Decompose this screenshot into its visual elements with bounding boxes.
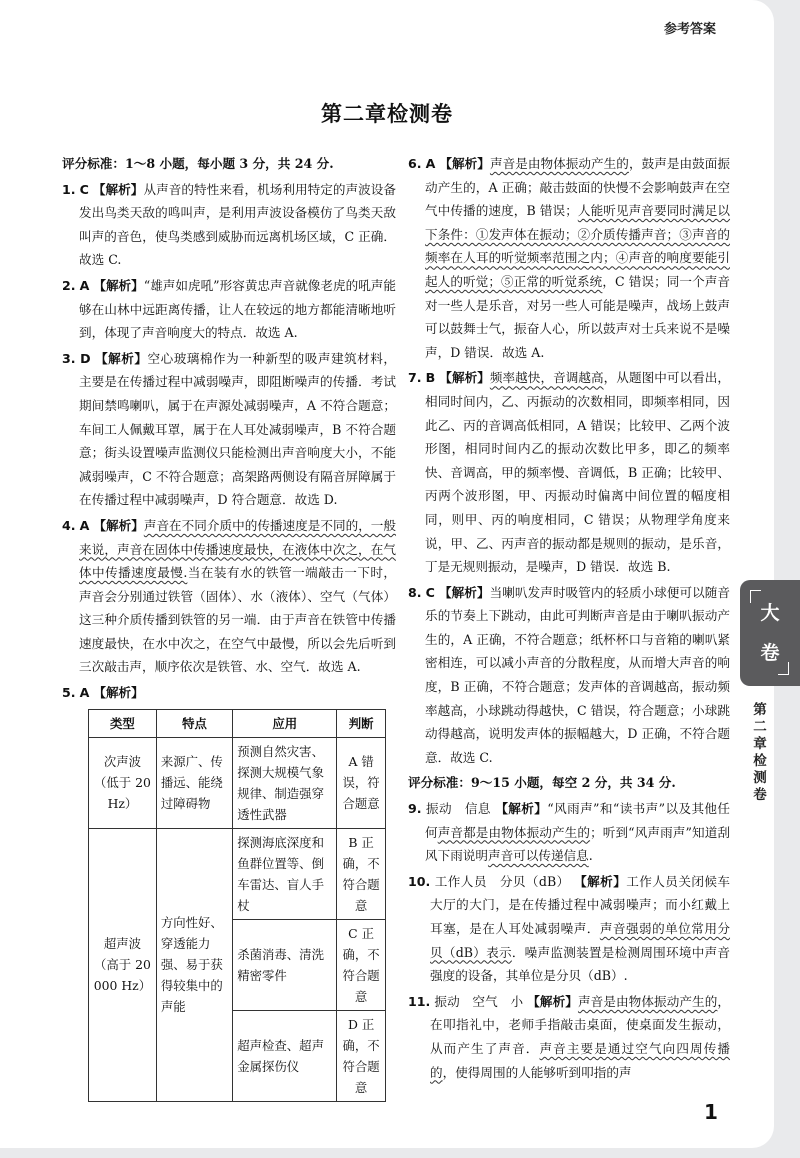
question-number: 6. [408,156,422,171]
analysis-tag: 【解析】 [495,801,548,817]
tab-label-top: 大 [760,602,780,624]
analysis-text: ；听到“风声雨声”知道刮风下雨说明 [425,824,731,864]
table-header-cell: 特点 [156,709,232,737]
answer-key-label: 参考答案 [663,22,716,37]
question-number: 9. [408,801,422,817]
scoring-criteria-2: 评分标准：9～15 小题，每空 2 分，共 34 分. [408,775,676,791]
question-5 [62,681,396,705]
question-number: 11. [408,993,431,1009]
analysis-text: “雄声如虎吼”形容黄忠声音就像老虎的吼声能够在山林中远距离传播，让人在较远的地方都能清晰地听到，体现了声音响度大的特点．故选 A. [79,277,396,341]
table-row [89,737,386,828]
table-cell: 方向性好、穿透能力强、易于获得较集中的声能 [156,828,232,1101]
analysis-tag: 【解析】 [527,993,578,1009]
question-6 [408,152,730,364]
answer-blanks: 振动 信息 [425,801,491,817]
analysis-tag: 【解析】 [574,873,627,889]
table-cell: 预测自然灾害、探测大规模气象规律、制造强穿透性武器 [233,737,337,828]
answer-blanks: 振动 空气 小 [434,993,524,1009]
table-cell: 超声波（高于 20 000 Hz） [89,828,157,1101]
analysis-text: ，C 错误；同一个声音对一些人是乐音，对另一些人可能是噪声，战场上鼓声可以鼓舞士气，振奋人心，所以鼓声对士兵来说不是噪声，D 错误．故选 A. [425,273,731,360]
question-7 [408,366,730,578]
answer-choice: C [425,584,435,600]
analysis-text: 工作人员关闭候车大厅的大门，是在传播过程中减弱噪声；而小红戴上耳塞，是在人耳处减弱噪声． [430,873,730,936]
key-point-underlined: 声音可以传递信息 [487,848,589,864]
key-point-underlined: 声音主要是通过空气向四周传播的 [430,1040,731,1080]
key-point-underlined: 声音强弱的单位常用分贝（dB）表示 [430,921,731,960]
answer-choice: A [79,517,90,533]
key-point-underlined: 频率越快，音调越高 [489,370,604,386]
answer-choice: A [425,156,436,171]
analysis-tag: 【解析】 [92,181,144,197]
scoring-criteria-1: 评分标准：1～8 小题，每小题 3 分，共 24 分. [62,156,334,171]
analysis-text: 从声音的特性来看，机场利用特定的声波设备发出鸟类天敌的鸣叫声，是利用声波设备模仿了鸟类天敌叫声的音色，使鸟类感到威胁而远离机场区域，C 正确．故选 C. [79,181,397,268]
question-8 [408,581,730,770]
analysis-tag: 【解析】 [93,517,144,533]
analysis-text: ，在叩指礼中，老师手指敲击桌面，使桌面发生振动，从而产生了声音． [430,993,731,1056]
question-number: 7. [408,370,422,386]
key-point-underlined: 声音在不同介质中的传播速度是不同的，一般来说，声音在固体中传播速度最快，在液体中次之，在气体中传播速度最慢. [79,517,397,581]
analysis-tag: 【解析】 [438,584,490,600]
question-2 [62,274,396,345]
tab-label-bottom: 卷 [760,642,780,664]
analysis-text: “风雨声”和“读书声”以及其他任何 [425,801,731,840]
question-10 [408,870,730,988]
right-column [408,152,730,1086]
table-header-cell: 应用 [233,709,337,737]
table-header-row [89,709,386,737]
key-point-underlined: 声音是由物体振动产生的 [577,993,718,1009]
analysis-text: 空心玻璃棉作为一种新型的吸声建筑材料，主要是在传播过程中减弱噪声，即阻断噪声的传播．考试期间禁鸣喇叭，属于在声源处减弱噪声，A 不符合题意；车间工人佩戴耳罩，属于在人耳处减弱噪声，B 不符合题意；街头设置噪声监测仪只能检测出声音响度大小，不能减弱噪声，C 不符合题意；高架路两侧设有隔音屏障属于在传播过程中减弱噪声，D 符合题意．故选 D. [79,350,396,508]
table-cell: 来源广、传播远、能绕过障碍物 [156,737,232,828]
question-4 [62,514,396,679]
answer-choice: D [80,350,91,366]
question-1 [62,178,396,272]
page-number: 1 [704,1100,718,1124]
answer-choice: C [79,181,89,197]
side-chapter-label: 第二章检测卷 [753,702,767,803]
sound-wave-table [88,709,386,1102]
question-9 [408,797,730,868]
analysis-text: ，从题图中可以看出，相同时间内，乙、丙振动的次数相同，即频率相同，因此乙、丙的音调高低相同，A 错误；比较甲、乙两个波形图，相同时间内乙的振动次数比甲多，即乙的频率快、音调高，甲的频率慢、音调低，B 正确；比较甲、丙两个波形图，甲、丙振动时偏离中间位置的幅度相同，则甲、丙的响度相同，C 错误；从物理学角度来说，甲、乙、丙声音的振动都是规则的振动，是乐音，丁是无规则振动，是噪声，D 错误．故选 B. [425,370,731,575]
analysis-text: ，使得周围的人能够听到叩指的声 [442,1064,632,1080]
table-cell: A 错误，符合题意 [337,737,386,828]
analysis-text: ，鼓声是由鼓面振动产生的，A 正确；敲击鼓面的快慢不会影响鼓声在空气中传播的速度，B 错误； [425,156,730,219]
table-header-cell: 判断 [337,709,386,737]
question-11 [408,990,730,1084]
analysis-tag: 【解析】 [93,277,144,293]
table-cell: D 正确，不符合题意 [337,1010,386,1101]
table-cell: C 正确，不符合题意 [337,919,386,1010]
analysis-text: 当喇叭发声时吸管内的轻质小球便可以随音乐的节奏上下跳动，由此可判断声音是由于喇叭振动产生的，A 正确，不符合题意；纸杯杯口与音箱的喇叭紧密相连，可以减小声音的分散程度，从而增大声音的响度，B 正确，不符合题意；发声体的音调越高，振动频率越高，小球跳动得越快，C 错误，符合题意；小球跳动得越高，说明发声体的振幅越大，D 正确，不符合题意．故选 C. [425,584,730,765]
analysis-tag: 【解析】 [93,685,144,701]
analysis-text: . [588,848,593,864]
analysis-tag: 【解析】 [439,156,490,171]
table-cell: 探测海底深度和鱼群位置等、倒车雷达、盲人手杖 [233,828,337,919]
question-number: 4. [62,517,76,533]
question-number: 1. [62,181,76,197]
table-cell: 次声波（低于 20 Hz） [89,737,157,828]
analysis-tag: 【解析】 [95,350,148,366]
question-number: 2. [62,277,76,293]
analysis-text: 当在装有水的铁管一端敲击一下时，声音会分别通过铁管（固体）、水（液体）、空气（气体）这三种介质传播到铁管的另一端．由于声音在铁管中传播速度最快，在水中次之，在空气中最慢，所以会先后听到三次敲击声，顺序依次是铁管、水、空气．故选 A. [79,565,396,675]
page-title: 第二章检测卷 [321,102,453,126]
answer-blanks: 工作人员 分贝（dB） [434,873,570,889]
table-cell: B 正确，不符合题意 [337,828,386,919]
answer-choice: B [425,370,436,386]
question-number: 8. [408,584,422,600]
section-tab [740,580,800,686]
analysis-text: ．噪声监测装置是检测周围环境中声音强度的设备，其单位是分贝（dB）. [430,944,731,984]
table-row [89,828,386,919]
left-column [62,152,396,1102]
answer-choice: A [79,277,90,293]
question-number: 5. [62,685,76,701]
answer-choice: A [79,685,90,701]
key-point-underlined: 声音是由物体振动产生的 [489,156,629,171]
table-cell: 杀菌消毒、清洗精密零件 [233,919,337,1010]
question-number: 3. [62,350,76,366]
question-3 [62,347,396,512]
key-point-underlined: 人能听见声音要同时满足以下条件：①发声体在振动；②介质传播声音；③声音的频率在人耳的听觉频率范围之内；④声音的响度要能引起人的听觉；⑤正常的听觉系统 [425,203,731,289]
analysis-tag: 【解析】 [439,370,490,386]
question-number: 10. [408,873,431,889]
bracket-decoration [778,662,789,675]
table-cell: 超声检查、超声金属探伤仪 [233,1010,337,1101]
table-header-cell: 类型 [89,709,157,737]
key-point-underlined: 声音都是由物体振动产生的 [437,824,591,840]
